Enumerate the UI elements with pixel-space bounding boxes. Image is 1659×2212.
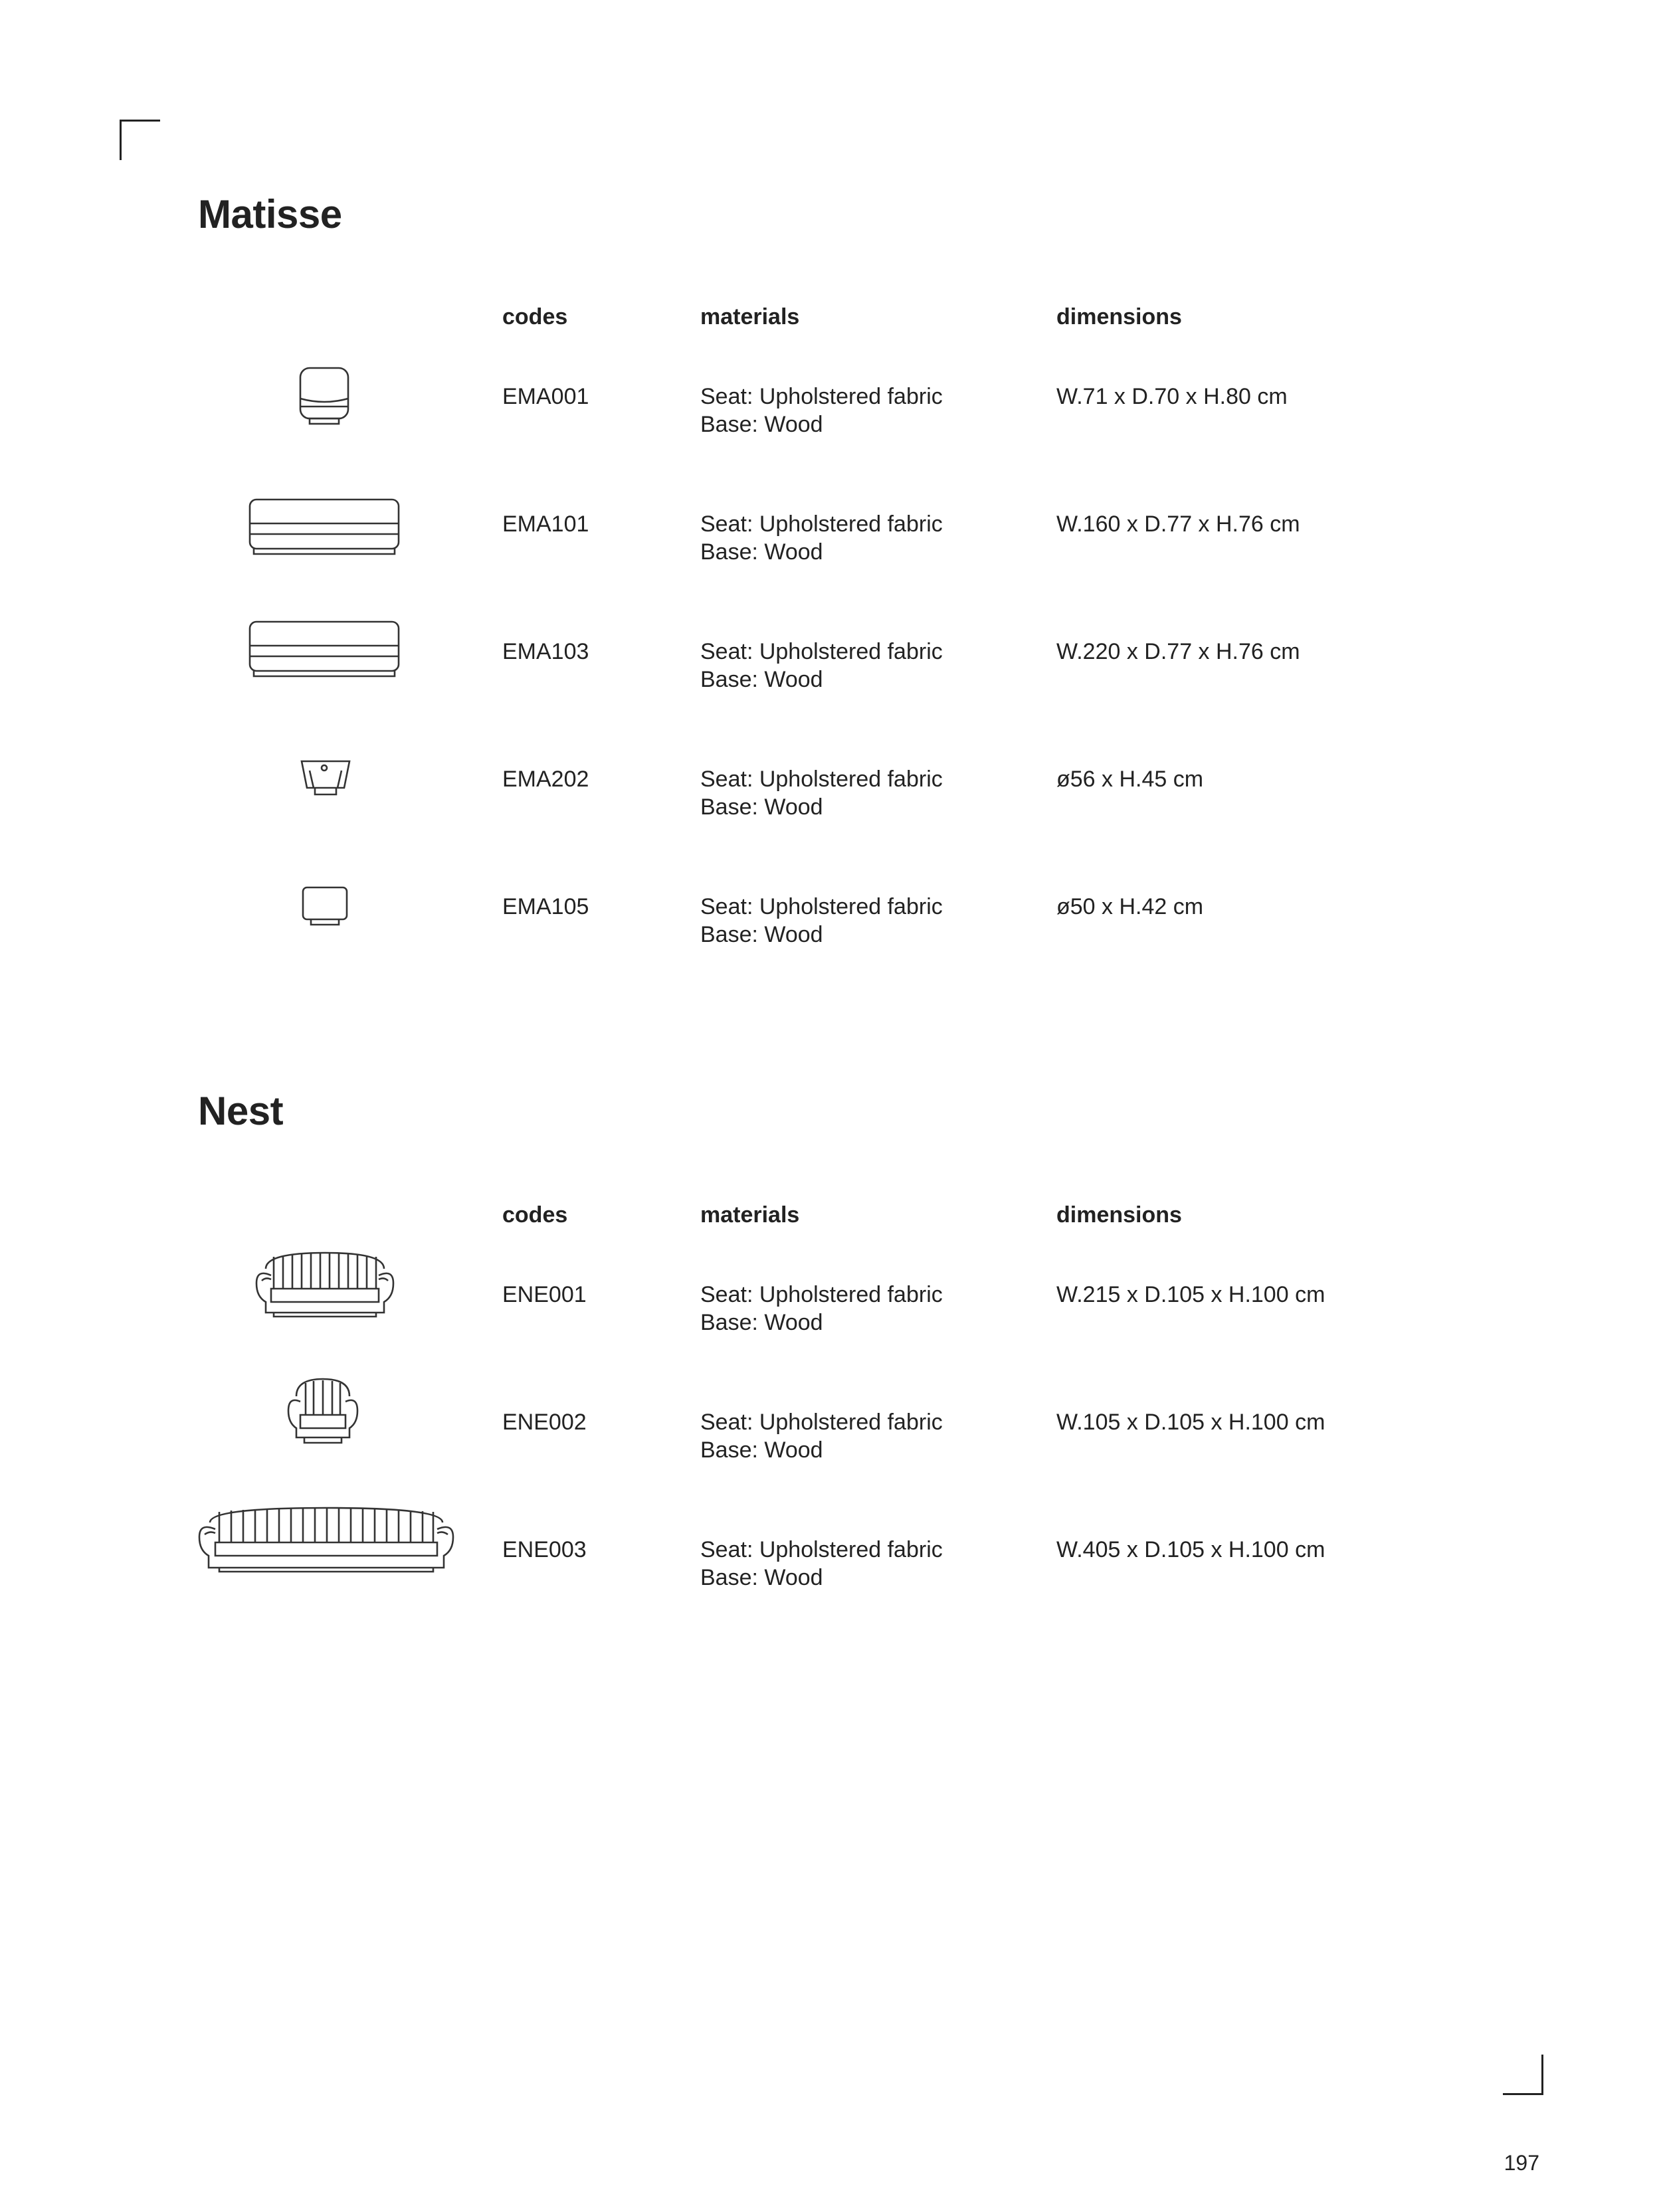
product-dimensions: W.215 x D.105 x H.100 cm (1056, 1282, 1325, 1307)
pouf-icon (302, 886, 348, 927)
page-number: 197 (1504, 2151, 1539, 2175)
material-list (700, 765, 943, 821)
product-dimensions: W.405 x D.105 x H.100 cm (1056, 1537, 1325, 1562)
sofa-large-icon (248, 619, 400, 680)
crop-mark-bottom-right (1503, 2055, 1543, 2095)
material-seat: Seat: Upholstered fabric (700, 511, 943, 537)
product-dimensions: W.71 x D.70 x H.80 cm (1056, 384, 1288, 409)
product-code: ENE003 (502, 1537, 587, 1562)
side-table-icon (300, 759, 351, 798)
product-code: EMA103 (502, 639, 589, 664)
material-seat: Seat: Upholstered fabric (700, 384, 943, 409)
material-list (700, 1536, 943, 1592)
material-base: Base: Wood (700, 922, 823, 947)
material-base: Base: Wood (700, 539, 823, 565)
column-header-codes: codes (502, 304, 568, 329)
product-code: ENE002 (502, 1410, 587, 1435)
crop-mark-top-left (120, 120, 160, 160)
material-base: Base: Wood (700, 412, 823, 437)
product-dimensions: W.220 x D.77 x H.76 cm (1056, 639, 1300, 664)
column-header-dimensions: dimensions (1056, 1202, 1182, 1228)
material-base: Base: Wood (700, 1310, 823, 1335)
material-seat: Seat: Upholstered fabric (700, 894, 943, 919)
material-seat: Seat: Upholstered fabric (700, 1537, 943, 1562)
material-seat: Seat: Upholstered fabric (700, 1410, 943, 1435)
sofa-icon (248, 497, 400, 558)
shell-armchair-icon (286, 1375, 360, 1445)
column-header-materials: materials (700, 1202, 800, 1228)
shell-sofa-icon (254, 1249, 396, 1319)
column-header-dimensions: dimensions (1056, 304, 1182, 329)
product-dimensions: ø50 x H.42 cm (1056, 894, 1204, 919)
section-title-nest: Nest (198, 1089, 284, 1133)
product-code: EMA105 (502, 894, 589, 919)
product-code: EMA202 (502, 767, 589, 792)
material-list (700, 1281, 943, 1336)
material-list (700, 510, 943, 566)
material-seat: Seat: Upholstered fabric (700, 1282, 943, 1307)
material-base: Base: Wood (700, 1565, 823, 1590)
product-dimensions: W.105 x D.105 x H.100 cm (1056, 1410, 1325, 1435)
material-seat: Seat: Upholstered fabric (700, 639, 943, 664)
material-list (700, 383, 943, 438)
product-dimensions: ø56 x H.45 cm (1056, 767, 1204, 792)
armchair-icon (298, 367, 351, 426)
column-header-codes: codes (502, 1202, 568, 1228)
product-code: ENE001 (502, 1282, 587, 1307)
material-list (700, 638, 943, 693)
section-title-matisse: Matisse (198, 192, 342, 236)
shell-sofa-large-icon (197, 1504, 456, 1574)
material-list (700, 1408, 943, 1464)
material-base: Base: Wood (700, 667, 823, 692)
product-code: EMA101 (502, 511, 589, 537)
material-list (700, 893, 943, 949)
material-base: Base: Wood (700, 794, 823, 820)
material-seat: Seat: Upholstered fabric (700, 767, 943, 792)
column-header-materials: materials (700, 304, 800, 329)
product-code: EMA001 (502, 384, 589, 409)
material-base: Base: Wood (700, 1437, 823, 1463)
product-dimensions: W.160 x D.77 x H.76 cm (1056, 511, 1300, 537)
